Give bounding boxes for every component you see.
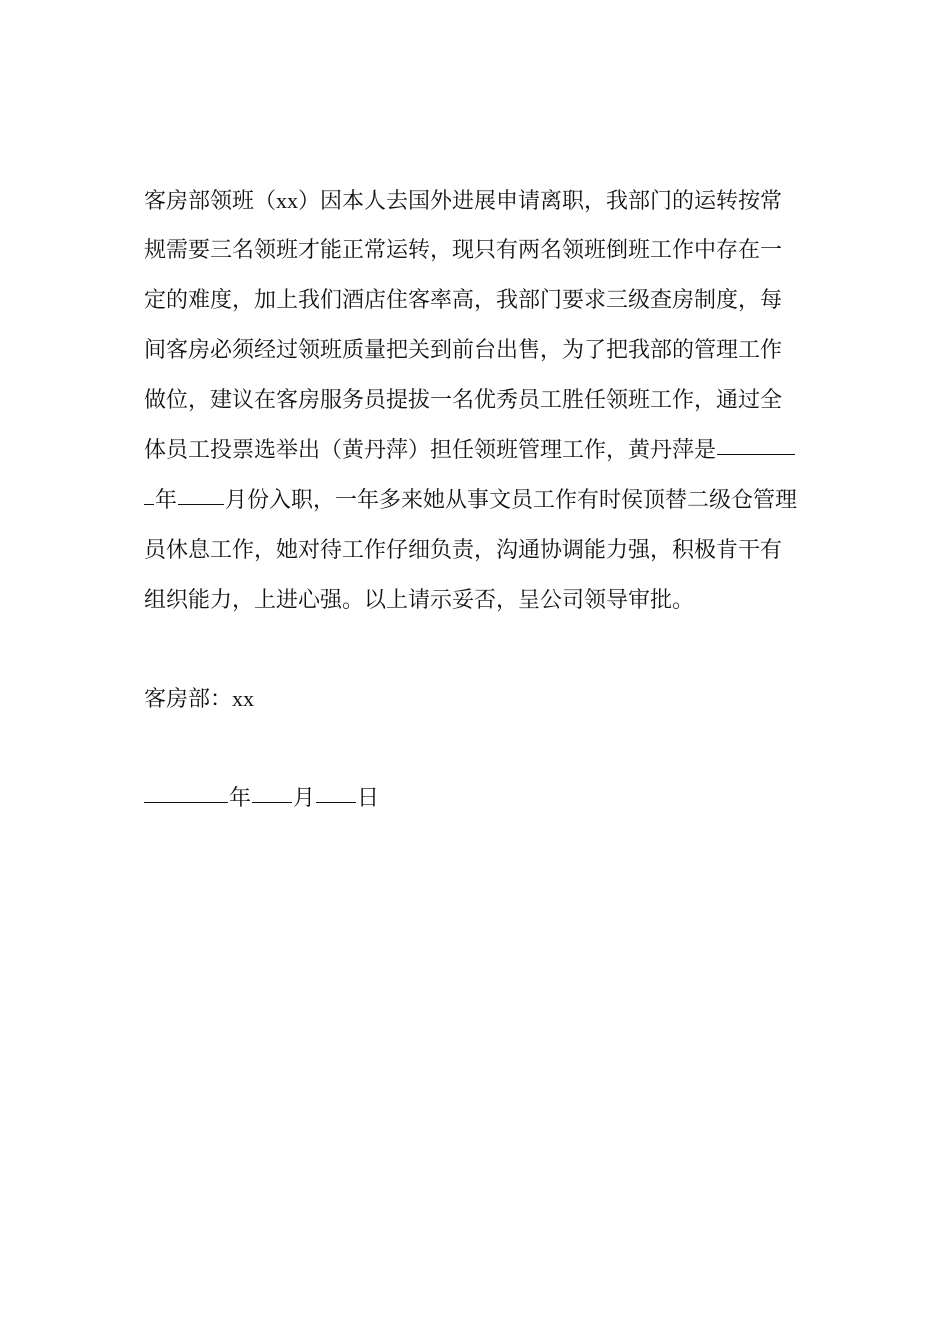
body-text: ）因本人去国外进展申请离职，我部门的运转按常 [298,189,783,214]
body-line-2: 规需要三名领班才能正常运转，现只有两名领班倒班工作中存在一 [144,238,783,263]
body-text: 月份入职，一年多来她从事文员工作有时侯顶替二级仓管理 [225,488,798,513]
year-label: 年 [155,488,178,513]
blank-month-field [178,503,224,505]
body-line-4: 间客房必须经过领班质量把关到前台出售，为了把我部的管理工作 [144,338,783,363]
blank-date-month [252,801,292,803]
signature-label: 客房部： [144,687,233,712]
signature-value: xx [232,686,255,711]
date-line [144,774,379,824]
request-body [144,176,806,626]
date-month-label: 月 [293,786,316,811]
blank-date-year [144,801,228,803]
blank-year-field-continued [144,503,154,505]
body-text: 客房部领班（ [144,189,277,214]
body-line-5: 做位，建议在客房服务员提拔一名优秀员工胜任领班工作，通过全 [144,388,783,413]
body-line-7 [144,476,806,526]
date-year-label: 年 [229,786,252,811]
body-text: 体员工投票选举出（黄丹萍）担任领班管理工作，黄丹萍是 [144,438,717,463]
body-line-6 [144,426,806,476]
body-line-3: 定的难度，加上我们酒店住客率高，我部门要求三级查房制度，每 [144,288,783,313]
placeholder-name: xx [276,188,299,213]
body-line-8: 员休息工作，她对待工作仔细负责，沟通协调能力强，积极肯干有 [144,538,783,563]
body-line-1 [144,176,806,226]
blank-date-day [316,801,356,803]
blank-year-field [717,453,795,455]
date-day-label: 日 [357,786,380,811]
body-line-9: 组织能力，上进心强。以上请示妥否，呈公司领导审批。 [144,588,695,613]
department-signature [144,674,254,725]
